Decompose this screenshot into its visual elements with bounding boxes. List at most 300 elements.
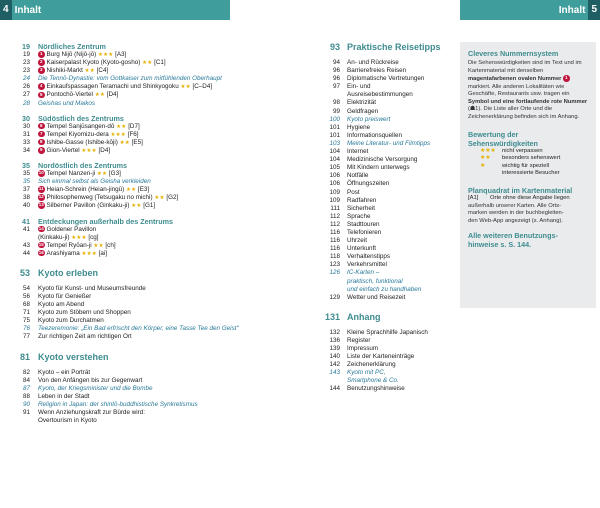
page-number: 112 (329, 212, 340, 220)
plan-title: Planquadrat im Kartenmaterial (468, 185, 573, 195)
entry-title: Kyoto für Kunst- und Museumsfreunde (38, 284, 146, 292)
entry-text (347, 156, 455, 164)
toc-entry[interactable] (8, 91, 298, 99)
magenta-number-badge: 1 (565, 75, 568, 81)
toc-entry[interactable] (320, 237, 455, 245)
entry-title: Tempel Ryōan-ji (46, 241, 92, 249)
entry-text (347, 221, 455, 229)
right-page-title: Inhalt (558, 4, 586, 16)
entry-text (38, 123, 298, 131)
page-number: 91 (22, 409, 30, 416)
toc-entry[interactable] (320, 59, 455, 67)
entry-text (347, 213, 455, 221)
section-heading[interactable] (320, 312, 455, 323)
toc-entry[interactable] (8, 186, 298, 194)
entry-title: An- und Rückreise (347, 59, 399, 66)
sight-number-badge: 6 (39, 122, 43, 128)
entry-title: Kyoto zum Stöbern und Shoppen (38, 309, 131, 317)
toc-entry[interactable] (8, 409, 298, 417)
entry-text (38, 377, 298, 385)
entry-title: Verhaltenstipps (347, 253, 391, 261)
sidebar-text: (☗1). Die Liste aller Orte und die Zeichenerklärung befinden sich im Anhang. (468, 106, 580, 120)
entry-text (38, 217, 298, 226)
toc-entry[interactable] (320, 229, 455, 237)
sight-number-badge: 8 (39, 138, 43, 144)
toc-entry[interactable] (8, 309, 298, 317)
toc-entry[interactable] (8, 333, 298, 341)
sight-number-badge: 16 (38, 249, 44, 255)
entry-title: Post (347, 188, 360, 196)
map-grid-reference: [G3] (108, 170, 121, 178)
toc-entry[interactable] (8, 67, 298, 75)
entry-title: Geishas und Maikos (38, 99, 96, 107)
entry-text (347, 189, 455, 197)
rating-stars-icon: ★★★ (71, 234, 87, 241)
entry-title: Die Tennō-Dynastie: vom Gottkaiser zum mitfühlenden Oberhaupt (38, 75, 222, 83)
toc-entry[interactable] (8, 301, 298, 309)
spacer (320, 302, 455, 312)
toc-column-middle (320, 42, 455, 394)
legend-row (480, 155, 588, 163)
map-grid-reference: [E3] (137, 186, 150, 194)
entry-title: Overtourism in Kyoto (38, 417, 97, 425)
entry-text (38, 202, 298, 210)
toc-entry[interactable] (320, 353, 455, 361)
info-sidebar (460, 42, 596, 308)
entry-text (347, 124, 455, 132)
map-grid-reference: [C–D4] (192, 83, 213, 91)
entry-text (38, 226, 298, 234)
legend-text: nicht verpassen (502, 147, 543, 154)
map-grid-reference: [G2] (166, 194, 179, 202)
page-number: 104 (329, 156, 340, 164)
toc-entry[interactable] (8, 194, 298, 202)
entry-title: Ein- und (347, 83, 371, 91)
page-number: 41 (22, 225, 30, 233)
entry-text (347, 148, 455, 156)
page-number: 106 (329, 172, 340, 180)
page-number: 105 (329, 164, 340, 172)
entry-text (38, 114, 298, 123)
sidebar-title: Cleveres Nummernsystem (468, 49, 559, 58)
page-number: 35 (22, 178, 30, 186)
toc-entry[interactable] (320, 132, 455, 140)
entry-title: Informationsquellen (347, 131, 402, 139)
toc-entry[interactable] (320, 337, 455, 345)
toc-entry[interactable] (8, 100, 298, 108)
entry-text (38, 161, 298, 170)
page-number: 38 (22, 194, 30, 202)
toc-entry[interactable] (320, 148, 455, 156)
rating-stars-icon: ★★★ (81, 147, 97, 154)
entry-text (38, 352, 298, 363)
entry-text (347, 229, 455, 237)
map-grid-reference: [E5] (131, 138, 143, 146)
toc-entry[interactable] (8, 59, 298, 67)
toc-entry[interactable] (8, 285, 298, 293)
entry-title: Barrierefreies Reisen (347, 67, 407, 75)
rating-stars-icon: ★★ (154, 195, 165, 202)
sight-number-badge: 14 (38, 225, 44, 231)
page-number: 76 (22, 325, 30, 333)
page-number: 131 (324, 311, 340, 322)
entry-title: Kyoto zum Durchatmen (38, 317, 104, 325)
entry-text (347, 67, 455, 75)
page-number: 87 (22, 384, 30, 392)
entry-text (38, 317, 298, 325)
toc-entry[interactable] (320, 124, 455, 132)
toc-entry[interactable] (320, 164, 455, 172)
rating-stars-icon: ★★★ (81, 250, 97, 257)
toc-entry[interactable] (320, 116, 455, 124)
entry-title: Leben in der Stadt (38, 392, 90, 400)
toc-entry[interactable] (320, 253, 455, 261)
entry-title: Tempel Sanjūsangen-dō (46, 122, 115, 130)
toc-entry[interactable] (320, 261, 455, 269)
page-number: 19 (22, 51, 30, 58)
page-number: 139 (329, 345, 340, 352)
toc-entry[interactable] (320, 286, 455, 294)
page-number: 116 (329, 237, 340, 245)
entry-text (347, 140, 455, 148)
toc-entry[interactable] (320, 156, 455, 164)
toc-entry[interactable] (320, 180, 455, 188)
toc-entry[interactable] (320, 345, 455, 353)
toc-entry[interactable] (320, 205, 455, 213)
page-number: 143 (329, 369, 340, 377)
entry-title: Meine Literatur- und Filmtipps (347, 139, 431, 147)
entry-text (347, 42, 455, 53)
toc-entry[interactable] (8, 385, 298, 393)
toc-entry[interactable] (320, 385, 455, 393)
entry-title: Radfahren (347, 196, 377, 204)
toc-entry[interactable] (320, 245, 455, 253)
page-number: 116 (329, 245, 340, 253)
toc-entry[interactable] (320, 329, 455, 337)
page-number: 82 (22, 368, 30, 376)
entry-title: Ishibe-Gasse (Ishibe-kōji) (46, 138, 118, 146)
toc-entry[interactable] (320, 213, 455, 221)
right-page-number: 5 (588, 0, 600, 20)
entry-title: Impressum (347, 345, 379, 352)
sight-number-badge: 4 (39, 83, 43, 89)
plan-text-line: außerhalb unserer Karten. Alle Orts- (468, 202, 562, 209)
toc-entry[interactable] (320, 221, 455, 229)
page-number: 97 (332, 83, 340, 91)
entry-title: praktisch, funktional (347, 277, 403, 285)
sight-number-badge: 5 (39, 91, 43, 97)
page-number: 68 (22, 301, 30, 309)
section-heading[interactable] (8, 268, 298, 279)
toc-entry[interactable] (8, 75, 298, 83)
entry-title: Kyoto preiswert (347, 115, 391, 123)
rating-legend (468, 148, 588, 178)
page-number: 96 (332, 75, 340, 83)
legend-text: interessierte Besucher (502, 170, 560, 177)
entry-text (347, 253, 455, 261)
toc-entry[interactable] (8, 178, 298, 186)
toc-entry[interactable] (8, 123, 298, 131)
left-page-number: 4 (0, 0, 12, 20)
page-number: 28 (22, 99, 30, 107)
entry-title: Teezeremonie: „Ein Bad erfrischt den Körper, eine Tasse Tee den Geist“ (38, 325, 239, 333)
page-number: 98 (332, 99, 340, 107)
toc-entry[interactable] (320, 361, 455, 369)
entry-title: Kyoto verstehen (38, 351, 109, 362)
entry-text (347, 180, 455, 188)
entry-title: Hygiene (347, 123, 371, 131)
entry-title: Kleine Sprachhilfe Japanisch (347, 328, 428, 336)
sight-number-badge: 13 (38, 202, 44, 208)
toc-entry[interactable] (8, 250, 298, 258)
sight-number-badge: 7 (39, 130, 43, 136)
legend-stars-icon: ★★★ (480, 147, 496, 154)
page-number: 93 (329, 42, 340, 52)
entry-title: Notfälle (347, 172, 369, 180)
entry-text (38, 59, 298, 67)
sight-number-badge: 2 (39, 59, 43, 65)
toc-entry[interactable] (320, 91, 455, 99)
toc-entry[interactable] (320, 294, 455, 302)
entry-text (347, 91, 455, 99)
toc-entry[interactable] (320, 83, 455, 91)
entry-text (38, 242, 298, 250)
sight-number-badge: 9 (39, 147, 43, 153)
entry-title: Burg Nijō (Nijō-jō) (46, 51, 97, 58)
entry-text (347, 99, 455, 107)
toc-entry[interactable] (320, 269, 455, 277)
rating-stars-icon: ★★ (125, 187, 137, 194)
entry-text (347, 245, 455, 253)
map-grid-reference: [F6] (127, 130, 139, 138)
toc-entry[interactable] (8, 170, 298, 178)
map-grid-reference: [C4] (96, 67, 109, 75)
page-number (320, 91, 347, 99)
sight-number-badge: 11 (38, 186, 44, 192)
page-number: 40 (22, 202, 30, 210)
map-grid-reference: [ai] (98, 249, 108, 257)
entry-text (38, 83, 298, 91)
entry-title: (Kinkaku-ji) (38, 233, 70, 241)
legend-stars-icon (480, 170, 502, 178)
legend-text: besonders sehenswert (502, 155, 561, 162)
page-number: 140 (329, 353, 340, 361)
page-number: 109 (329, 196, 340, 204)
entry-text (347, 377, 455, 385)
entry-title: Zeichenerklärung (347, 361, 396, 369)
legend-row (480, 163, 588, 171)
entry-text (38, 194, 298, 202)
page-number: 118 (329, 253, 340, 261)
rating-title-line: Bewertung der (468, 129, 519, 139)
toc-entry[interactable] (320, 197, 455, 205)
entry-text (38, 385, 298, 393)
toc-entry[interactable] (8, 393, 298, 401)
page-number: 103 (329, 139, 340, 147)
entry-title: Telefonieren (347, 228, 382, 236)
entry-title: Tempel Kiyomizu-dera (46, 130, 109, 138)
toc-entry[interactable] (8, 131, 298, 139)
page-number: 116 (329, 228, 340, 236)
entry-text (347, 205, 455, 213)
page-number: 111 (330, 204, 340, 212)
map-grid-reference: [ch] (105, 241, 116, 249)
subsection-heading[interactable] (8, 114, 298, 123)
page-number: 129 (329, 293, 340, 301)
entry-title: Kyoto für Genießer (38, 292, 92, 300)
entry-title: Verkehrsmittel (347, 261, 387, 269)
toc-entry[interactable] (8, 293, 298, 301)
toc-entry[interactable] (320, 140, 455, 148)
entry-text (347, 59, 455, 67)
page-number: 126 (329, 269, 340, 277)
toc-entry[interactable] (320, 67, 455, 75)
entry-title: Kyoto mit PC, (347, 369, 386, 377)
page-number: 37 (22, 186, 30, 194)
page-number: 75 (22, 317, 30, 325)
page-number: 23 (22, 67, 30, 75)
entry-text (347, 337, 455, 345)
toc-entry[interactable] (8, 377, 298, 385)
page-number (320, 278, 347, 286)
spacer (8, 342, 298, 352)
toc-entry[interactable] (8, 147, 298, 155)
entry-title: Kyoto erleben (38, 267, 99, 278)
entry-text (347, 237, 455, 245)
page-number: 53 (19, 267, 30, 278)
entry-text (38, 250, 298, 258)
entry-title: Elektrizität (347, 99, 377, 107)
rating-stars-icon: ★★ (119, 139, 130, 146)
toc-entry[interactable] (8, 417, 298, 425)
page-number: 24 (22, 75, 30, 83)
entry-text (347, 329, 455, 337)
toc-entry[interactable] (320, 75, 455, 83)
entry-text (347, 164, 455, 172)
toc-column-left (8, 42, 298, 425)
entry-text (347, 132, 455, 140)
hints-line: Alle weiteren Benutzungs- (468, 231, 558, 241)
entry-title: Nordöstlich des Zentrums (38, 161, 128, 171)
entry-text (347, 312, 455, 323)
entry-title: Tempel Nanzen-ji (46, 170, 96, 178)
entry-text (38, 75, 298, 83)
toc-entry[interactable] (8, 317, 298, 325)
section-heading[interactable] (320, 42, 455, 53)
toc-entry[interactable] (320, 189, 455, 197)
entry-text (38, 309, 298, 317)
toc-entry[interactable] (320, 278, 455, 286)
right-page-header (460, 0, 600, 20)
page-number: 88 (22, 392, 30, 400)
entry-text (347, 369, 455, 377)
page-number: 31 (22, 130, 30, 138)
sight-number-badge: 3 (39, 67, 43, 73)
rating-stars-icon: ★★ (94, 92, 105, 99)
page-number: 35 (22, 161, 30, 171)
rating-stars-icon: ★★★ (110, 131, 126, 138)
page-number: 33 (22, 138, 30, 146)
entry-text (347, 197, 455, 205)
toc-entry[interactable] (8, 242, 298, 250)
entry-title: Sich einmal selbst als Geisha verkleiden (38, 178, 151, 186)
toc-entry[interactable] (320, 377, 455, 385)
entry-title: Diplomatische Vertretungen (347, 75, 425, 83)
page-number: 23 (22, 59, 30, 67)
entry-text (347, 278, 455, 286)
hints-title (468, 231, 588, 249)
entry-text (38, 301, 298, 309)
entry-text (38, 417, 298, 425)
toc-entry[interactable] (8, 226, 298, 234)
page-number: 56 (22, 292, 30, 300)
toc-entry[interactable] (8, 234, 298, 242)
entry-text (38, 285, 298, 293)
entry-text (38, 178, 298, 186)
legend-row (480, 148, 588, 156)
subsection-heading[interactable] (8, 217, 298, 226)
plan-text-line: marken werden in der buchbegleiten- (468, 210, 564, 217)
rating-stars-icon: ★★★ (97, 52, 114, 58)
toc-entry[interactable] (320, 369, 455, 377)
entry-title: Entdeckungen außerhalb des Zentrums (38, 216, 173, 226)
entry-text (347, 108, 455, 116)
section-heading[interactable] (8, 352, 298, 363)
toc-entry[interactable] (8, 369, 298, 377)
toc-entry[interactable] (8, 401, 298, 409)
entry-text (38, 139, 298, 147)
toc-entry[interactable] (8, 51, 298, 59)
toc-entry[interactable] (320, 108, 455, 116)
subsection-heading[interactable] (8, 161, 298, 170)
entry-title: Medizinische Versorgung (347, 156, 418, 164)
page-number: 101 (329, 131, 340, 139)
entry-text (347, 294, 455, 302)
map-grid-reference: [D4] (106, 91, 119, 99)
entry-title: Anhang (347, 311, 381, 322)
entry-title: Zur richtigen Zeit am richtigen Ort (38, 333, 132, 341)
page-number: 77 (22, 333, 30, 341)
entry-title: Pontochō-Viertel (46, 91, 93, 99)
toc-entry[interactable] (8, 325, 298, 333)
page-number: 109 (329, 188, 340, 196)
page-number: 27 (22, 91, 30, 99)
entry-title: IC-Karten – (347, 269, 380, 277)
toc-entry[interactable] (8, 202, 298, 210)
page-number: 112 (329, 220, 340, 228)
left-page-title: Inhalt (14, 4, 42, 16)
subsection-heading[interactable] (8, 42, 298, 51)
toc-entry[interactable] (8, 139, 298, 147)
map-grid-reference: [G1] (143, 202, 156, 210)
toc-entry[interactable] (320, 99, 455, 107)
plan-text: Orte ohne diese Angabe liegen (490, 194, 570, 201)
entry-text (38, 409, 298, 417)
sight-number-badge: 1 (39, 51, 43, 57)
plan-key: [A1] (468, 194, 479, 201)
entry-text (347, 353, 455, 361)
entry-text (38, 186, 298, 194)
entry-text (38, 333, 298, 341)
page-number (320, 377, 347, 385)
page-number (320, 286, 347, 294)
page-number: 144 (329, 385, 340, 393)
entry-text (38, 91, 298, 99)
toc-entry[interactable] (8, 83, 298, 91)
entry-text (38, 100, 298, 108)
entry-text (38, 234, 298, 242)
entry-title: Kaiserpalast Kyoto (Kyoto-gosho) (46, 59, 141, 67)
